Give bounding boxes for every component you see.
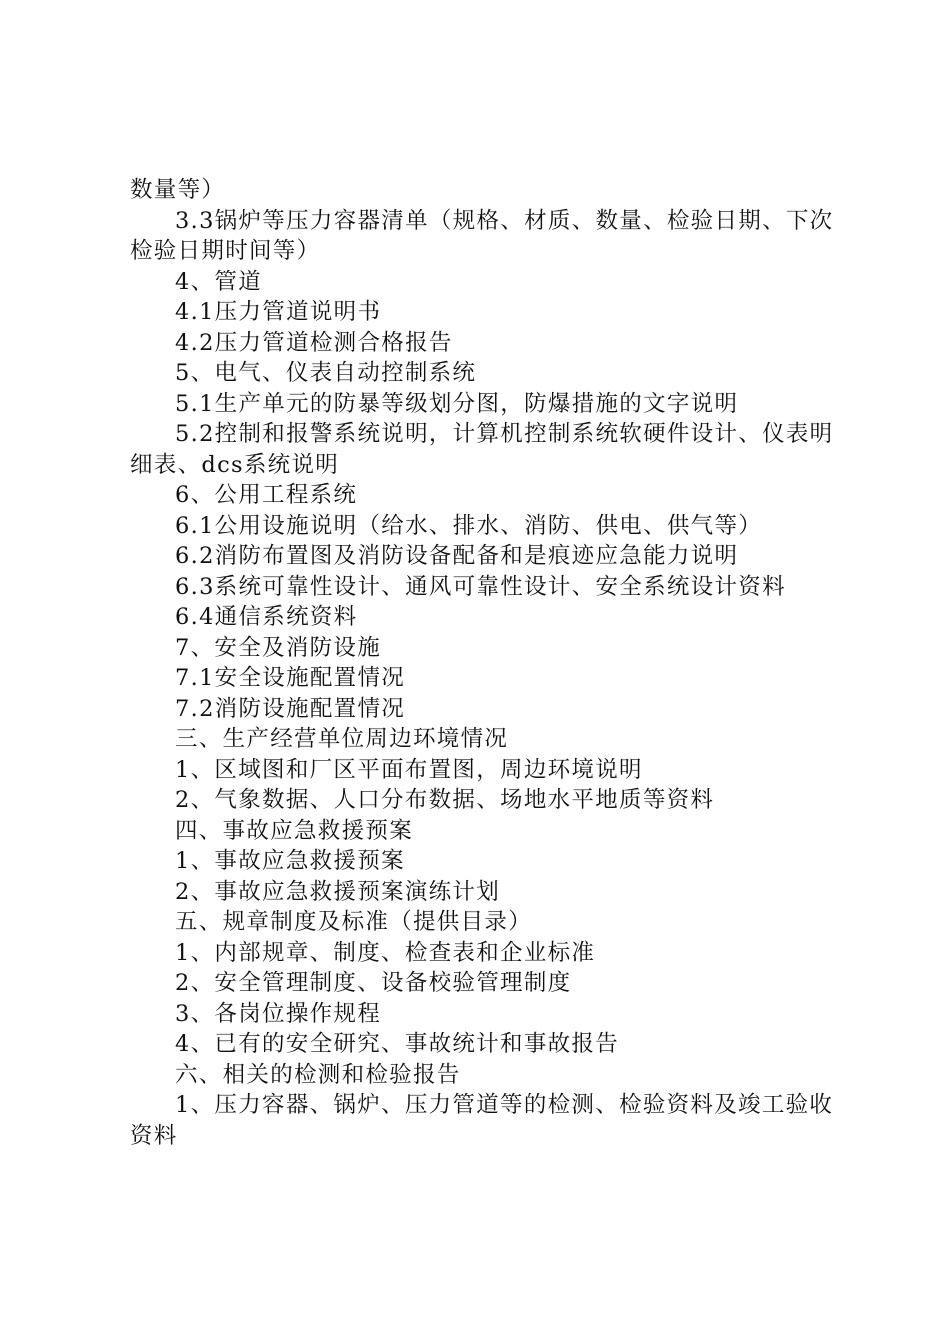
paragraph: 4.2压力管道检测合格报告 (175, 329, 453, 356)
paragraph: 4、管道 (175, 268, 263, 295)
paragraph: 5.1生产单元的防暴等级划分图，防爆措施的文字说明 (175, 390, 739, 417)
paragraph: 3、各岗位操作规程 (175, 1000, 382, 1027)
paragraph: 7.1安全设施配置情况 (175, 665, 406, 691)
paragraph: 2、事故应急救援预案演练计划 (175, 878, 501, 905)
paragraph: 1、内部规章、制度、检查表和企业标准 (175, 939, 596, 966)
paragraph: 6.3系统可靠性设计、通风可靠性设计、安全系统设计资料 (175, 573, 786, 600)
paragraph: 1、事故应急救援预案 (175, 848, 405, 874)
paragraph: 6.1公用设施说明（给水、排水、消防、供电、供气等） (175, 512, 763, 539)
paragraph: 2、安全管理制度、设备校验管理制度 (175, 970, 572, 996)
paragraph: 6、公用工程系统 (175, 482, 358, 508)
paragraph: 五、规章制度及标准（提供目录） (175, 909, 533, 935)
paragraph: 7、安全及消防设施 (175, 634, 382, 661)
paragraph: 3.3锅炉等压力容器清单（规格、材质、数量、检验日期、下次检验日期时间等） (130, 207, 834, 264)
paragraph: 四、事故应急救援预案 (175, 817, 414, 844)
paragraph: 4.1压力管道说明书 (175, 299, 382, 325)
paragraph: 7.2消防设施配置情况 (175, 695, 406, 722)
paragraph: 5.2控制和报警系统说明，计算机控制系统软硬件设计、仪表明细表、dcs系统说明 (130, 421, 834, 478)
paragraph: 6.4通信系统资料 (175, 604, 358, 630)
paragraph: 六、相关的检测和检验报告 (175, 1061, 461, 1088)
paragraph: 5、电气、仪表自动控制系统 (175, 360, 477, 386)
document-body (130, 175, 842, 1151)
paragraph: 4、已有的安全研究、事故统计和事故报告 (175, 1031, 620, 1057)
paragraph: 2、气象数据、人口分布数据、场地水平地质等资料 (175, 787, 715, 813)
paragraph: 三、生产经营单位周边环境情况 (175, 726, 509, 752)
paragraph: 1、区域图和厂区平面布置图，周边环境说明 (175, 756, 643, 783)
paragraph: 6.2消防布置图及消防设备配备和是痕迹应急能力说明 (175, 543, 739, 569)
paragraph: 数量等） (130, 177, 226, 203)
paragraph: 1、压力容器、锅炉、压力管道等的检测、检验资料及竣工验收资料 (130, 1092, 834, 1149)
